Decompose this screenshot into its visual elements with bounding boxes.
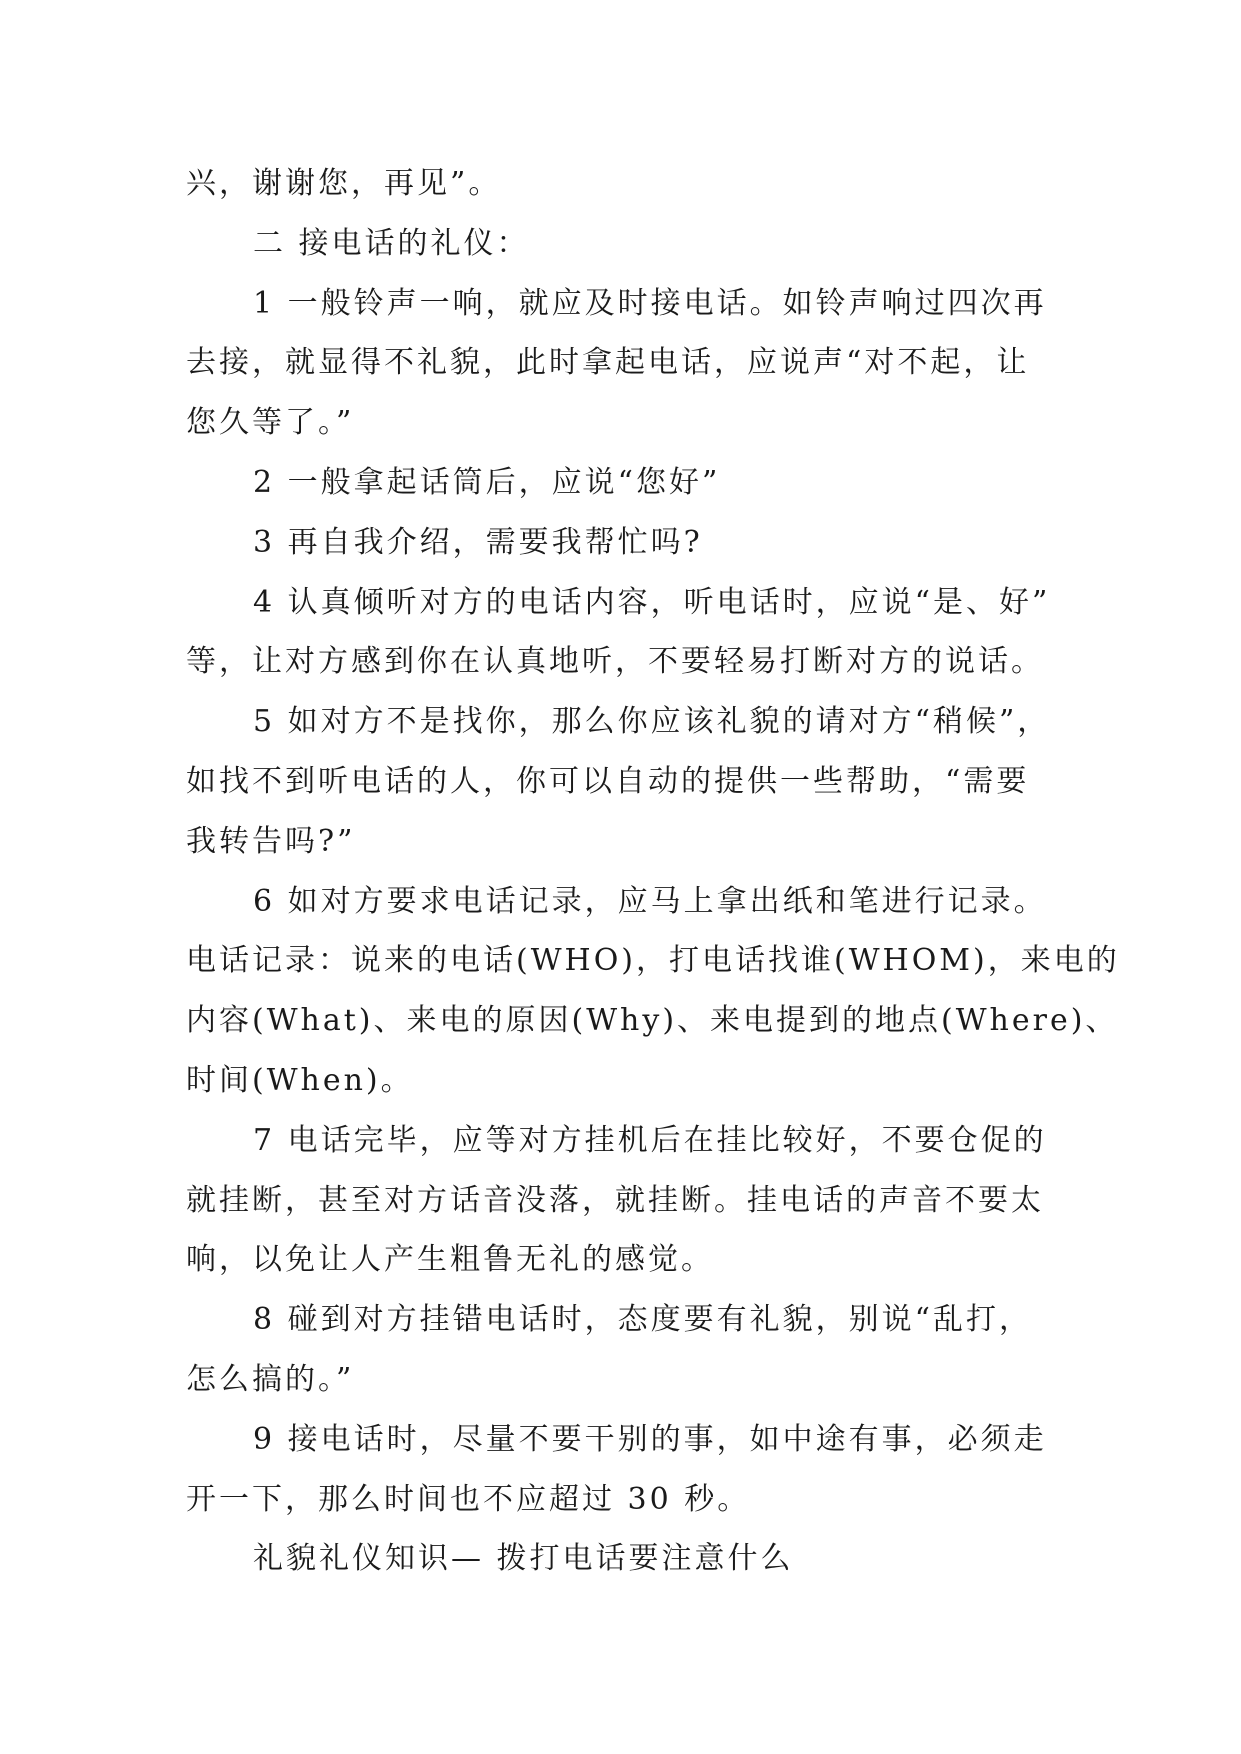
text-line-0: 兴，谢谢您，再见”。 (186, 166, 502, 201)
text-line-21: 9 接电话时，尽量不要干别的事，如中途有事，必须走 (253, 1421, 1047, 1457)
text-line-11: 我转告吗?” (186, 823, 356, 859)
text-line-20: 怎么搞的。” (186, 1361, 355, 1397)
text-line-5: 2 一般拿起话筒后，应说“您好” (253, 464, 721, 500)
text-line-18: 响，以免让人产生粗鲁无礼的感觉。 (186, 1242, 714, 1278)
document-body (186, 154, 1120, 1589)
text-line-22: 开一下，那么时间也不应超过 30 秒。 (186, 1481, 751, 1517)
section-title: 礼貌礼仪知识— 拨打电话要注意什么 (253, 1541, 794, 1577)
text-line-19: 8 碰到对方挂错电话时，态度要有礼貌，别说“乱打， (253, 1302, 1032, 1338)
text-line-4: 您久等了。” (186, 405, 355, 441)
text-line-14: 内容(What)、来电的原因(Why)、来电提到的地点(Where)、 (186, 1003, 1119, 1039)
text-line-8: 等，让对方感到你在认真地听，不要轻易打断对方的说话。 (186, 644, 1044, 680)
text-line-13: 电话记录：说来的电话(WHO)，打电话找谁(WHOM)，来电的 (186, 943, 1120, 979)
text-line-7: 4 认真倾听对方的电话内容，听电话时，应说“是、好” (253, 584, 1051, 620)
text-line-9: 5 如对方不是找你，那么你应该礼貌的请对方“稍候”， (253, 704, 1051, 740)
section-heading: 二 接电话的礼仪： (253, 225, 530, 261)
text-line-3: 去接，就显得不礼貌，此时拿起电话，应说声“对不起，让 (186, 345, 1030, 381)
text-line-12: 6 如对方要求电话记录，应马上拿出纸和笔进行记录。 (253, 883, 1047, 919)
text-line-10: 如找不到听电话的人，你可以自动的提供一些帮助，“需要 (186, 763, 1030, 799)
text-line-17: 就挂断，甚至对方话音没落，就挂断。挂电话的声音不要太 (186, 1182, 1044, 1218)
text-line-15: 时间(When)。 (186, 1062, 414, 1098)
text-line-2: 1 一般铃声一响，就应及时接电话。如铃声响过四次再 (253, 285, 1047, 321)
text-line-6: 3 再自我介绍，需要我帮忙吗? (253, 524, 703, 560)
text-line-16: 7 电话完毕，应等对方挂机后在挂比较好，不要仓促的 (253, 1122, 1047, 1158)
